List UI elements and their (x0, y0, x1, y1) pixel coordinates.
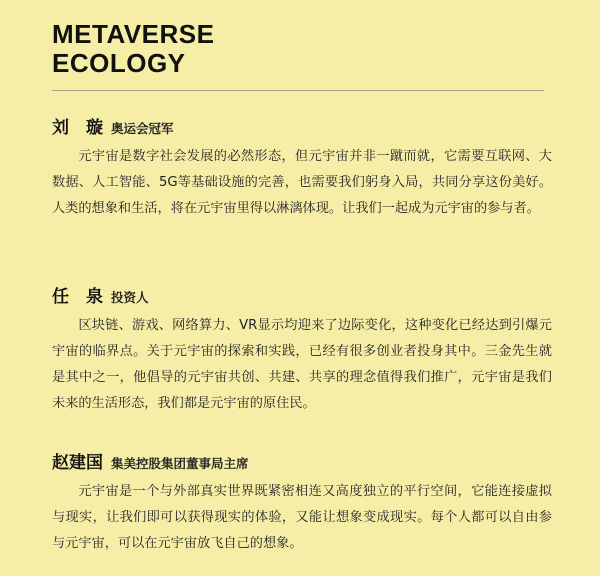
quote-section-liu-xuan (52, 114, 552, 222)
title-divider (52, 90, 544, 91)
quote-header (52, 114, 552, 142)
person-name: 刘 璇 (52, 118, 103, 138)
quote-header (52, 449, 552, 477)
person-role: 集美控股集团董事局主席 (111, 456, 249, 471)
person-role: 投资人 (111, 290, 149, 305)
person-name: 任 泉 (52, 287, 103, 307)
quote-section-zhao-jianguo (52, 449, 552, 557)
person-name: 赵建国 (52, 453, 103, 473)
quote-text: 元宇宙是一个与外部真实世界既紧密相连又高度独立的平行空间，它能连接虚拟与现实，让我们即可以获得现实的体验，又能让想象变成现实。每个人都可以自由参与元宇宙，可以在元宇宙放飞自己的想象。 (52, 484, 552, 551)
title-line-2: ECOLOGY (52, 48, 186, 78)
quote-header (52, 283, 552, 311)
quote-text: 区块链、游戏、网络算力、VR显示均迎来了边际变化，这种变化已经达到引爆元宇宙的临界点。关于元宇宙的探索和实践，已经有很多创业者投身其中。三金先生就是其中之一，他倡导的元宇宙共创、共建、共享的理念值得我们推广，元宇宙是我们未来的生活形态，我们都是元宇宙的原住民。 (52, 318, 552, 411)
page-title (52, 20, 214, 78)
quote-text: 元宇宙是数字社会发展的必然形态，但元宇宙并非一蹴而就，它需要互联网、大数据、人工智能、5G等基础设施的完善，也需要我们躬身入局，共同分享这份美好。人类的想象和生活，将在元宇宙里得以淋漓体现。让我们一起成为元宇宙的参与者。 (52, 149, 552, 216)
quote-section-ren-quan (52, 283, 552, 417)
person-role: 奥运会冠军 (111, 121, 174, 136)
title-line-1: METAVERSE (52, 19, 215, 49)
